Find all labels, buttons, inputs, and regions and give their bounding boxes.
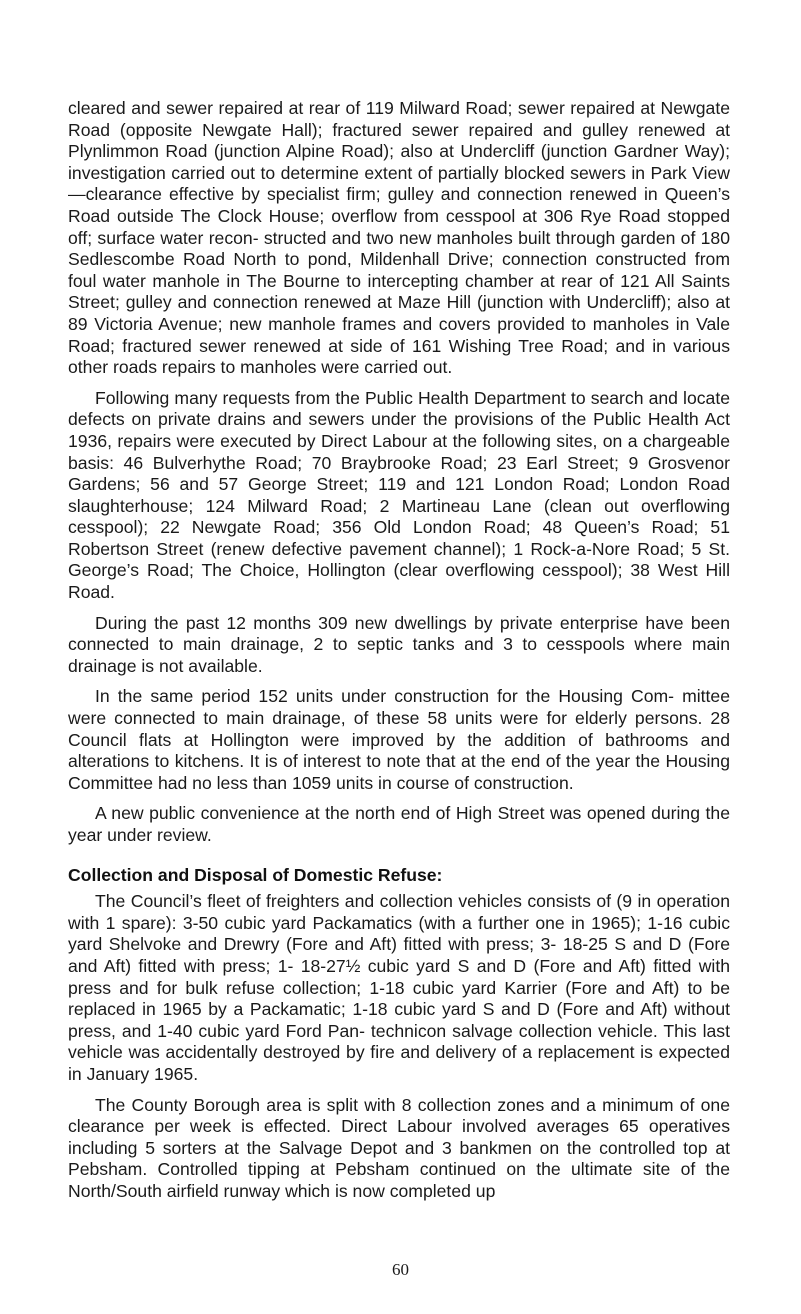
paragraph-housing-units: In the same period 152 units under construction for the Housing Com- mittee were connected to main drainage, of these 58 units were for elderly persons. 28 Council flats at Hollington were improved by the addition of bathrooms and alterations to kitchens. It is of interest to note that at the end of the year the Housing Committee had no less than 1059 units in course of construction. bbox=[68, 686, 730, 793]
paragraph-collection-zones: The County Borough area is split with 8 collection zones and a minimum of one clearance per week is effected. Direct Labour involved averages 65 operatives including 5 sorters at the Salvage Depot and 3 bankmen on the controlled top at Pebsham. Controlled tipping at Pebsham continued on the ultimate site of the North/South airfield runway which is now completed up bbox=[68, 1094, 730, 1201]
paragraph-private-drains: Following many requests from the Public Health Department to search and locate defects on private drains and sewers under the provisions of the Public Health Act 1936, repairs were executed by Direct Labour at the following sites, on a chargeable basis: 46 Bulverhythe Road; 70 Braybrooke Road; 23 Earl Street; 9 Grosvenor Gardens; 56 and 57 George Street; 119 and 121 London Road; London Road slaughterhouse; 124 Milward Road; 2 Martineau Lane (clean out overflowing cesspool); 22 Newgate Road; 356 Old London Road; 48 Queen’s Road; 51 Robertson Street (renew defective pavement channel); 1 Rock-a-Nore Road; 5 St. George’s Road; The Choice, Hollington (clear overflowing cesspool); 38 West Hill Road. bbox=[68, 387, 730, 603]
paragraph-fleet: The Council’s fleet of freighters and collection vehicles consists of (9 in operation with 1 spare): 3-50 cubic yard Packamatics (with a further one in 1965); 1-16 cubic yard Shelvoke and Drewry (Fore and Aft) fitted with press; 3- 18-25 S and D (Fore and Aft) fitted with press; 1- 18-27½ cubic yard S and D (Fore and Aft) fitted with press and for bulk refuse collection; 1-18 cubic yard Karrier (Fore and Aft) to be replaced in 1965 by a Packamatic; 1-18 cubic yard S and D (Fore and Aft) without press, and 1-40 cubic yard Ford Pan- technicon salvage collection vehicle. This last vehicle was accidentally destroyed by fire and delivery of a replacement is expected in January 1965. bbox=[68, 891, 730, 1084]
section-heading-refuse: Collection and Disposal of Domestic Refuse: bbox=[68, 864, 443, 885]
paragraph-new-dwellings: During the past 12 months 309 new dwellings by private enterprise have been connected to main drainage, 2 to septic tanks and 3 to cesspools where main drainage is not available. bbox=[68, 612, 730, 676]
page-number: 60 bbox=[392, 1260, 409, 1279]
paragraph-public-convenience: A new public convenience at the north end of High Street was opened during the year under review. bbox=[68, 803, 730, 845]
paragraph-sewer-repairs: cleared and sewer repaired at rear of 119 Milward Road; sewer repaired at Newgate Road (opposite Newgate Hall); fractured sewer repaired and gulley renewed at Plynlimmon Road (junction Alpine Road); also at Undercliff (junction Gardner Way); investigation carried out to determine extent of partially blocked sewers in Park View—clearance effective by specialist firm; gulley and connection renewed in Queen’s Road outside The Clock House; overflow from cesspool at 306 Rye Road stopped off; surface water recon- structed and two new manholes built through garden of 180 Sedlescombe Road North to pond, Mildenhall Drive; connection constructed from foul water manhole in The Bourne to intercepting chamber at rear of 121 All Saints Street; gulley and connection renewed at Maze Hill (junction with Undercliff); also at 89 Victoria Avenue; new manhole frames and covers provided to manholes in Vale Road; fractured sewer renewed at side of 161 Wishing Tree Road; and in various other roads repairs to manholes were carried out. bbox=[68, 98, 730, 378]
page-body bbox=[68, 98, 730, 1212]
